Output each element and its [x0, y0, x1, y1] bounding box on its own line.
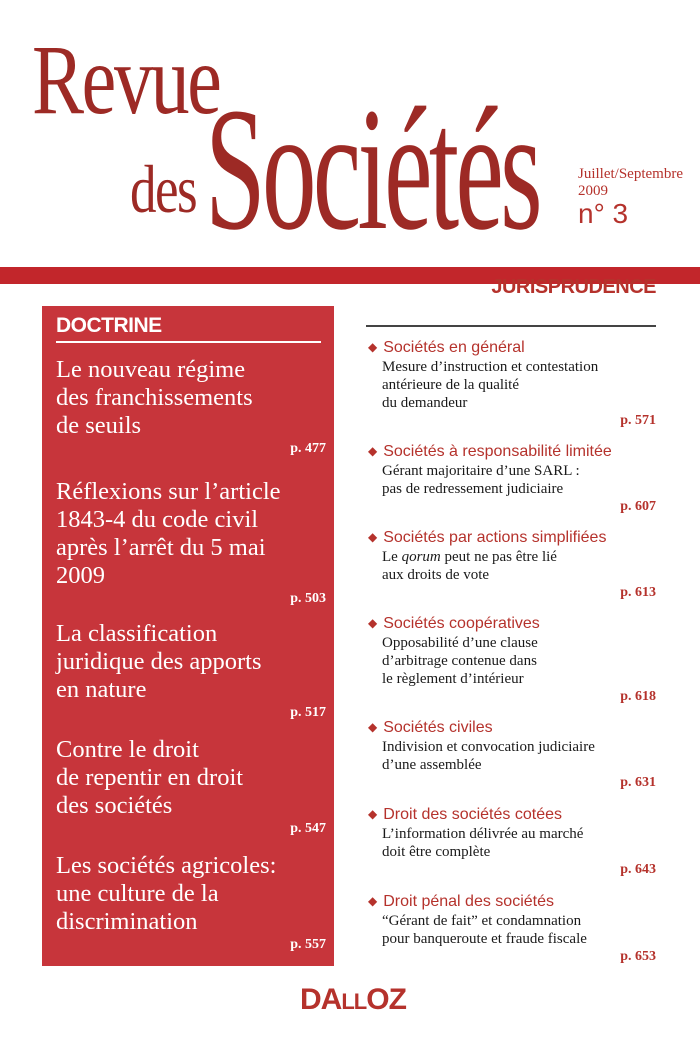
- case-category: Droit des sociétés cotées: [383, 806, 562, 823]
- issue-period-months: Juillet/Septembre: [578, 166, 683, 182]
- jurisprudence-case[interactable]: [368, 718, 656, 792]
- article-title: Les sociétés agricoles: une culture de la discrimination: [56, 852, 277, 935]
- diamond-bullet-icon: ◆: [368, 616, 378, 630]
- diamond-bullet-icon: ◆: [368, 444, 378, 458]
- article-title: Contre le droit de repentir en droit des sociétés: [56, 736, 244, 819]
- case-category: Sociétés coopératives: [383, 615, 540, 632]
- article-title: La classification juridique des apports en nature: [56, 620, 262, 703]
- issue-period: [578, 166, 683, 200]
- doctrine-divider: [56, 341, 321, 343]
- article-page: p. 503: [290, 591, 326, 606]
- logo-part: LL: [341, 989, 367, 1014]
- journal-title-revue: Revue: [32, 24, 220, 135]
- diamond-bullet-icon: ◆: [368, 894, 378, 908]
- jurisprudence-heading: JURISPRUDENCE: [491, 276, 656, 298]
- case-description: Indivision et convocation judiciaire d’une assemblée: [382, 739, 595, 773]
- doctrine-article[interactable]: [56, 478, 326, 608]
- doctrine-article[interactable]: [56, 356, 326, 458]
- jurisprudence-case[interactable]: [368, 892, 656, 966]
- jurisprudence-divider: [366, 325, 656, 327]
- case-page: p. 631: [620, 775, 656, 790]
- doctrine-article[interactable]: [56, 736, 326, 838]
- issue-number: n° 3: [578, 198, 629, 229]
- doctrine-heading: DOCTRINE: [56, 314, 162, 337]
- case-description: L’information délivrée au marché doit être complète: [382, 826, 584, 860]
- italic-term: qorum: [401, 549, 441, 565]
- case-description: Gérant majoritaire d’une SARL : pas de redressement judiciaire: [382, 463, 580, 497]
- case-description: Le qorum peut ne pas être lié aux droits de vote: [382, 549, 557, 583]
- jurisprudence-case[interactable]: [368, 528, 656, 602]
- article-page: p. 547: [290, 821, 326, 836]
- diamond-bullet-icon: ◆: [368, 530, 378, 544]
- case-category: Sociétés civiles: [383, 719, 493, 736]
- article-page: p. 477: [290, 441, 326, 456]
- logo-part: OZ: [366, 983, 406, 1016]
- journal-title-societes: Sociétés: [205, 72, 539, 267]
- doctrine-article[interactable]: [56, 852, 326, 954]
- doctrine-panel: [42, 306, 334, 966]
- jurisprudence-case[interactable]: [368, 614, 656, 706]
- case-description: “Gérant de fait” et condamnation pour banqueroute et fraude fiscale: [382, 913, 587, 947]
- article-title: Réflexions sur l’article 1843-4 du code civil après l’arrêt du 5 mai 2009: [56, 478, 281, 589]
- case-page: p. 618: [620, 689, 656, 704]
- article-page: p. 517: [290, 705, 326, 720]
- case-page: p. 653: [620, 949, 656, 964]
- issue-period-year: 2009: [578, 183, 608, 199]
- case-description: Mesure d’instruction et contestation antérieure de la qualité du demandeur: [382, 359, 599, 411]
- diamond-bullet-icon: ◆: [368, 720, 378, 734]
- article-page: p. 557: [290, 937, 326, 952]
- jurisprudence-case[interactable]: [368, 338, 656, 430]
- diamond-bullet-icon: ◆: [368, 340, 378, 354]
- case-page: p. 613: [620, 585, 656, 600]
- case-category: Droit pénal des sociétés: [383, 893, 554, 910]
- jurisprudence-case[interactable]: [368, 442, 656, 516]
- case-page: p. 571: [620, 413, 656, 428]
- case-description: Opposabilité d’une clause d’arbitrage contenue dans le règlement d’intérieur: [382, 635, 538, 687]
- journal-title-des: des: [130, 151, 197, 227]
- diamond-bullet-icon: ◆: [368, 807, 378, 821]
- case-category: Sociétés à responsabilité limitée: [383, 443, 612, 460]
- case-category: Sociétés en général: [383, 339, 525, 356]
- article-title: Le nouveau régime des franchissements de seuils: [56, 356, 253, 439]
- jurisprudence-case[interactable]: [368, 805, 656, 879]
- case-category: Sociétés par actions simplifiées: [383, 529, 607, 546]
- case-page: p. 643: [620, 862, 656, 877]
- logo-part: DA: [300, 983, 342, 1016]
- dalloz-logo: [300, 985, 406, 1015]
- doctrine-article[interactable]: [56, 620, 326, 722]
- case-page: p. 607: [620, 499, 656, 514]
